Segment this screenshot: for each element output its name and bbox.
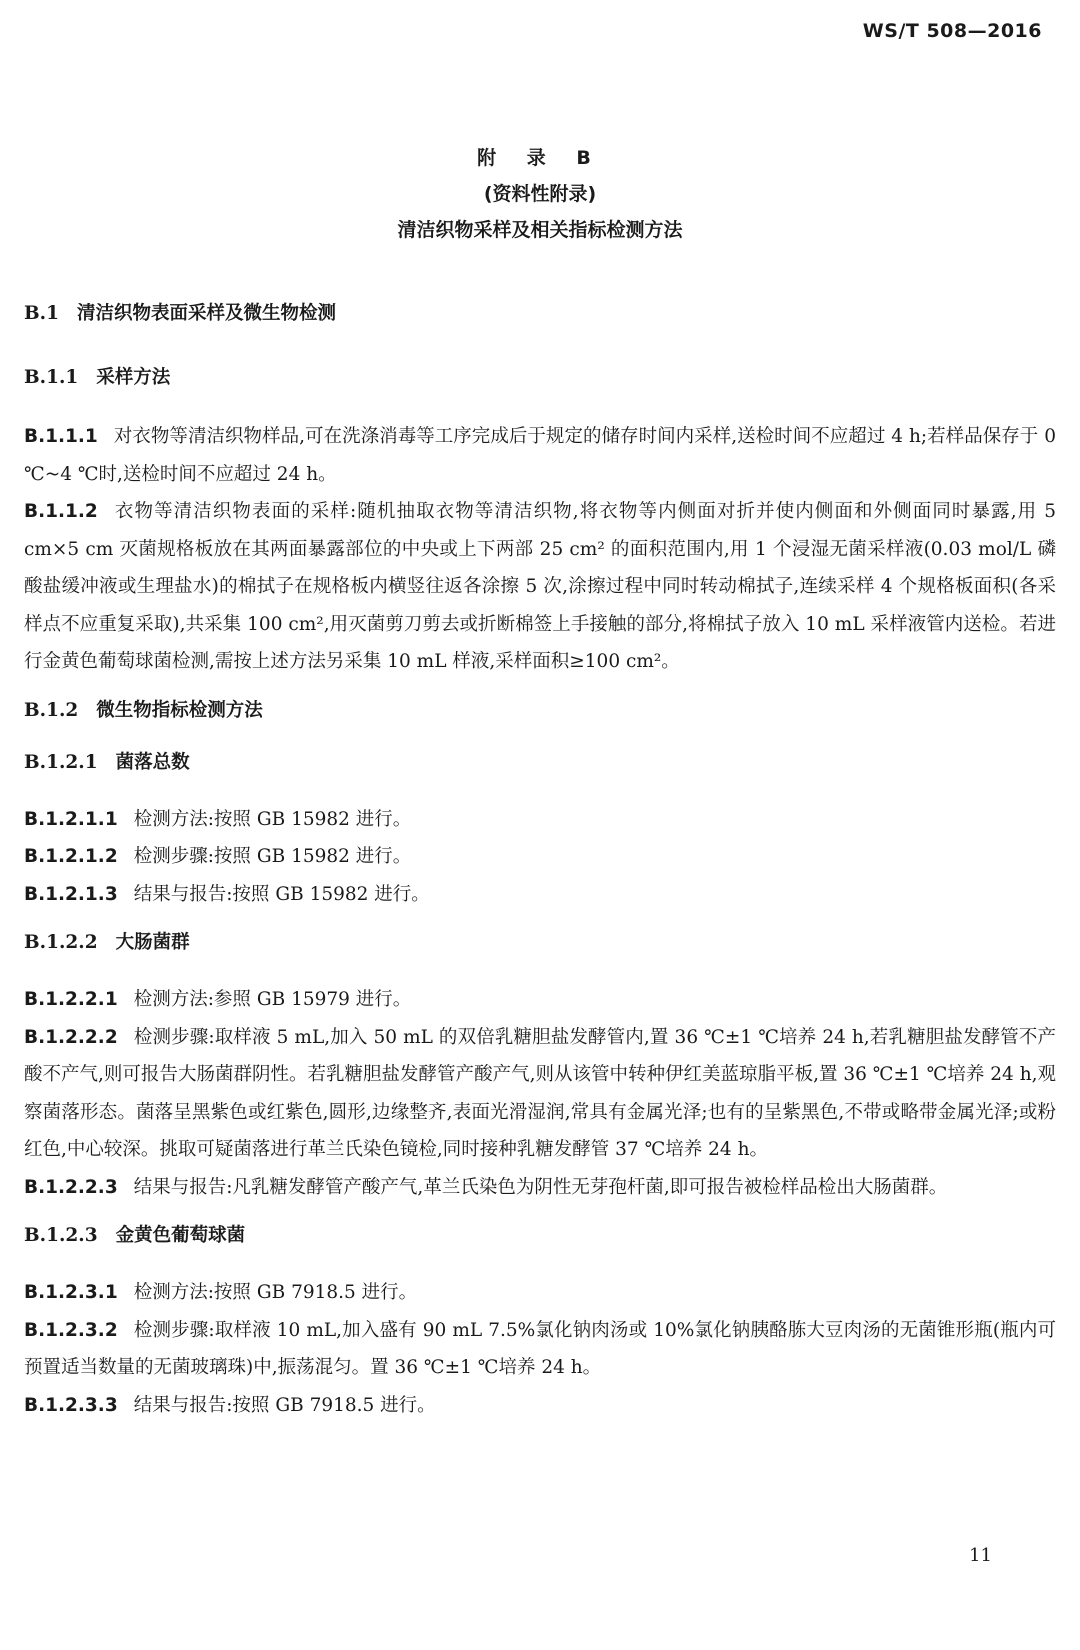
clause-paragraph	[24, 418, 1056, 493]
annex-title: 清洁织物采样及相关指标检测方法	[397, 219, 683, 241]
clause-paragraph	[24, 1387, 1056, 1425]
section-number: B.1.2	[24, 699, 79, 721]
clause-text: 检测方法:参照 GB 15979 进行。	[133, 989, 412, 1010]
clause-text: 检测方法:按照 GB 15982 进行。	[133, 808, 412, 830]
clause-text: 结果与报告:按照 GB 7918.5 进行。	[133, 1394, 436, 1416]
clause-text: 结果与报告:按照 GB 15982 进行。	[133, 883, 430, 905]
clause-paragraph	[24, 1274, 1056, 1312]
annex-nature: (资料性附录)	[483, 183, 597, 205]
clause-number: B.1.2.3.2	[24, 1319, 118, 1341]
section-title: 大肠菌群	[115, 932, 190, 953]
clause-number: B.1.2.1.3	[24, 883, 118, 905]
clause-paragraph	[24, 981, 1056, 1019]
clause-paragraph	[24, 1312, 1056, 1387]
clause-text: 结果与报告:凡乳糖发酵管产酸产气,革兰氏染色为阴性无芽孢杆菌,即可报告被检样品检出大肠菌群。	[133, 1176, 948, 1198]
clause-paragraph	[24, 1019, 1056, 1169]
annex-title-block	[0, 140, 1080, 248]
section-heading	[24, 300, 1056, 328]
clause-text: 检测步骤:取样液 5 mL,加入 50 mL 的双倍乳糖胆盐发酵管内,置 36 ℃±1 ℃培养 24 h,若乳糖胆盐发酵管不产酸不产气,则可报告大肠菌群阴性。若乳糖胆盐发酵管产酸产气,则从该管中转种伊红美蓝琼脂平板,置 36 ℃±1 ℃培养 24 h,观察菌落形态。菌落呈黑紫色或红紫色,圆形,边缘整齐,表面光滑湿润,常具有金属光泽;也有的呈紫黑色,不带或略带金属光泽;或粉红色,中心较深。挑取可疑菌落进行革兰氏染色镜检,同时接种乳糖发酵管 37 ℃培养 24 h。	[24, 1026, 1056, 1160]
clause-paragraph	[24, 1169, 1056, 1207]
page-number: 11	[969, 1545, 992, 1566]
clause-number: B.1.1.1	[24, 426, 98, 447]
section-heading	[24, 1222, 1056, 1250]
section-title: 采样方法	[96, 367, 171, 388]
section-number: B.1	[24, 303, 59, 324]
clause-text: 对衣物等清洁织物样品,可在洗涤消毒等工序完成后于规定的储存时间内采样,送检时间不应超过 4 h;若样品保存于 0 ℃~4 ℃时,送检时间不应超过 24 h。	[24, 426, 1056, 485]
document-body	[24, 300, 1056, 1424]
section-title: 微生物指标检测方法	[96, 699, 263, 721]
clause-text: 衣物等清洁织物表面的采样:随机抽取衣物等清洁织物,将衣物等内侧面对折并使内侧面和外侧面同时暴露,用 5 cm×5 cm 灭菌规格板放在其两面暴露部位的中央或上下两部 25 cm² 的面积范围内,用 1 个浸湿无菌采样液(0.03 mol/L 磷酸盐缓冲液或生理盐水)的棉拭子在规格板内横竖往返各涂擦 5 次,涂擦过程中同时转动棉拭子,连续采样 4 个规格板面积(各采样点不应重复采取),共采集 100 cm²,用灭菌剪刀剪去或折断棉签上手接触的部分,将棉拭子放入 10 mL 采样液管内送检。若进行金黄色葡萄球菌检测,需按上述方法另采集 10 mL 样液,采样面积≥100 cm²。	[24, 501, 1056, 672]
section-heading	[24, 697, 1056, 725]
section-heading	[24, 749, 1056, 777]
clause-number: B.1.2.1.2	[24, 846, 118, 867]
clause-number: B.1.2.1.1	[24, 808, 118, 830]
section-title: 金黄色葡萄球菌	[115, 1225, 246, 1246]
section-number: B.1.2.2	[24, 932, 98, 953]
section-heading	[24, 929, 1056, 957]
clause-paragraph	[24, 493, 1056, 681]
clause-number: B.1.2.3.3	[24, 1394, 118, 1416]
clause-number: B.1.2.3.1	[24, 1282, 118, 1303]
clause-text: 检测步骤:取样液 10 mL,加入盛有 90 mL 7.5%氯化钠肉汤或 10%氯化钠胰酪胨大豆肉汤的无菌锥形瓶(瓶内可预置适当数量的无菌玻璃珠)中,振荡混匀。置 36 ℃±1 ℃培养 24 h。	[24, 1319, 1056, 1378]
section-number: B.1.2.1	[24, 751, 98, 773]
standard-code: WS/T 508—2016	[862, 20, 1042, 42]
clause-paragraph	[24, 838, 1056, 876]
clause-text: 检测方法:按照 GB 7918.5 进行。	[133, 1282, 418, 1303]
clause-number: B.1.1.2	[24, 501, 98, 522]
clause-text: 检测步骤:按照 GB 15982 进行。	[133, 846, 412, 867]
clause-paragraph	[24, 801, 1056, 839]
clause-number: B.1.2.2.1	[24, 989, 118, 1010]
section-number: B.1.1	[24, 367, 79, 388]
annex-label: 附 录 B	[477, 147, 603, 169]
section-title: 清洁织物表面采样及微生物检测	[76, 303, 336, 324]
section-title: 菌落总数	[115, 751, 190, 773]
clause-number: B.1.2.2.2	[24, 1026, 118, 1048]
clause-paragraph	[24, 876, 1056, 914]
clause-number: B.1.2.2.3	[24, 1176, 118, 1198]
section-heading	[24, 364, 1056, 392]
section-number: B.1.2.3	[24, 1225, 98, 1246]
